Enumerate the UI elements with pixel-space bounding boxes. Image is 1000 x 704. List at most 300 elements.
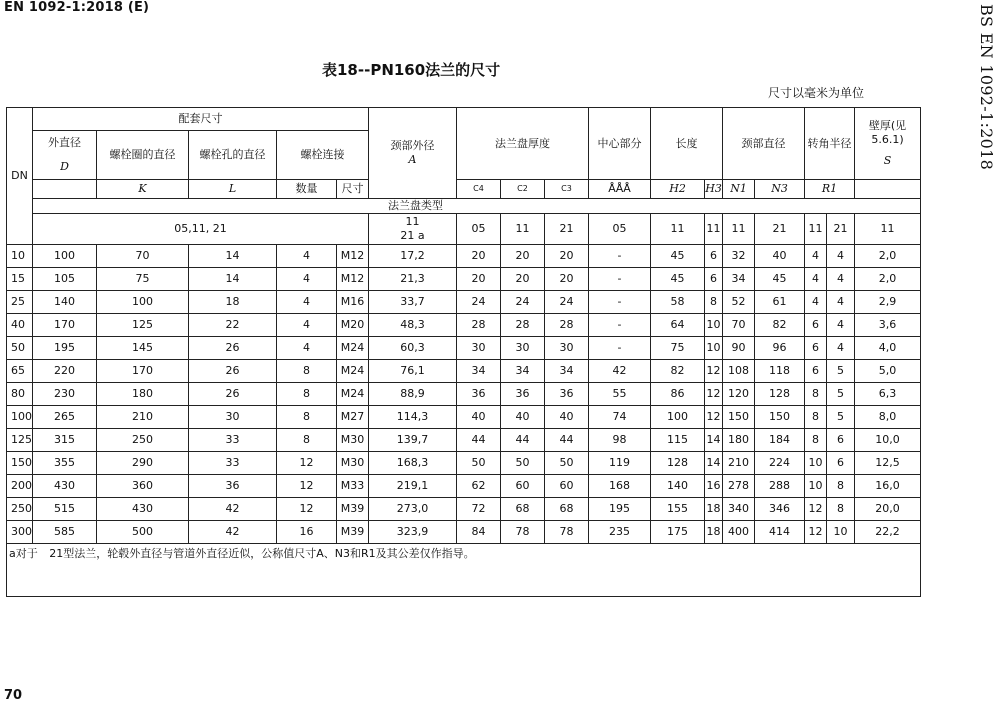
center-part-symbol: ÅÅÅ	[589, 180, 651, 199]
table-row	[7, 498, 921, 521]
table-cell: 36	[545, 383, 589, 406]
outer-diameter-sub	[33, 180, 97, 199]
table-cell: 26	[189, 360, 277, 383]
table-row	[7, 452, 921, 475]
table-cell: 224	[755, 452, 805, 475]
table-cell: 210	[97, 406, 189, 429]
outer-diameter-label: 外直径	[48, 136, 81, 150]
table-cell: 2,9	[855, 291, 921, 314]
table-cell: 168,3	[369, 452, 457, 475]
table-cell: 26	[189, 383, 277, 406]
table-cell: 74	[589, 406, 651, 429]
table-cell: 290	[97, 452, 189, 475]
table-cell: 12	[277, 475, 337, 498]
table-cell: 4	[805, 291, 827, 314]
table-cell: 12	[805, 521, 827, 544]
table-cell: 17,2	[369, 245, 457, 268]
table-cell: 98	[589, 429, 651, 452]
table-cell: 61	[755, 291, 805, 314]
table-cell: 10	[805, 452, 827, 475]
table-cell: 100	[7, 406, 33, 429]
table-cell: 4	[805, 245, 827, 268]
table-cell: M30	[337, 429, 369, 452]
table-cell: 78	[545, 521, 589, 544]
table-cell: 14	[705, 452, 723, 475]
col-neck-od	[369, 108, 457, 199]
table-cell: 278	[723, 475, 755, 498]
table-cell: 70	[97, 245, 189, 268]
table-cell: 20	[545, 245, 589, 268]
table-cell: 18	[705, 498, 723, 521]
table-cell: 4	[805, 268, 827, 291]
table-cell: 4	[827, 337, 855, 360]
standard-header: EN 1092-1:2018 (E)	[4, 0, 150, 15]
table-cell: -	[589, 268, 651, 291]
type-r1-a: 11	[805, 214, 827, 245]
table-cell: 184	[755, 429, 805, 452]
table-cell: 44	[501, 429, 545, 452]
col-flange-thickness: 法兰盘厚度	[457, 108, 589, 180]
table-cell: 8	[277, 406, 337, 429]
table-cell: 315	[33, 429, 97, 452]
type-neck-od	[369, 214, 457, 245]
bolt-quantity-header: 数量	[277, 180, 337, 199]
table-cell: 150	[755, 406, 805, 429]
table-cell: 24	[501, 291, 545, 314]
table-cell: 44	[457, 429, 501, 452]
table-cell: 28	[545, 314, 589, 337]
table-cell: 105	[33, 268, 97, 291]
table-cell: 230	[33, 383, 97, 406]
table-cell: 20	[457, 268, 501, 291]
table-cell: M27	[337, 406, 369, 429]
table-cell: M39	[337, 498, 369, 521]
table-cell: 4	[277, 245, 337, 268]
table-cell: 48,3	[369, 314, 457, 337]
table-cell: 15	[7, 268, 33, 291]
wall-thickness-symbol: S	[883, 154, 892, 168]
col-dn: DN	[7, 108, 33, 245]
type-n1: 11	[723, 214, 755, 245]
table-cell: 3,6	[855, 314, 921, 337]
table-cell: 8	[277, 429, 337, 452]
table-cell: 40	[457, 406, 501, 429]
table-cell: 346	[755, 498, 805, 521]
table-cell: 76,1	[369, 360, 457, 383]
table-cell: 100	[33, 245, 97, 268]
table-cell: 40	[7, 314, 33, 337]
table-cell: 45	[755, 268, 805, 291]
table-cell: 88,9	[369, 383, 457, 406]
table-cell: 6	[805, 337, 827, 360]
c4-header: C4	[457, 180, 501, 199]
table-cell: 26	[189, 337, 277, 360]
table-cell: -	[589, 291, 651, 314]
bolt-hole-symbol: L	[189, 180, 277, 199]
type-c3: 21	[545, 214, 589, 245]
table-cell: 140	[651, 475, 705, 498]
table-cell: 4	[827, 291, 855, 314]
table-cell: 4	[827, 314, 855, 337]
table-cell: 180	[97, 383, 189, 406]
table-cell: 36	[189, 475, 277, 498]
table-cell: 30	[457, 337, 501, 360]
table-cell: 18	[705, 521, 723, 544]
table-cell: 340	[723, 498, 755, 521]
table-cell: 250	[97, 429, 189, 452]
col-center-part: 中心部分	[589, 108, 651, 180]
table-cell: 300	[7, 521, 33, 544]
table-row	[7, 475, 921, 498]
table-cell: 8	[827, 498, 855, 521]
col-neck-diameter: 颈部直径	[723, 108, 805, 180]
type-h2: 11	[651, 214, 705, 245]
table-row	[7, 291, 921, 314]
col-corner-radius: 转角半径	[805, 108, 855, 180]
table-cell: 10	[805, 475, 827, 498]
table-cell: 50	[7, 337, 33, 360]
neck-od-symbol: A	[408, 153, 417, 166]
table-cell: 355	[33, 452, 97, 475]
table-row	[7, 337, 921, 360]
table-cell: 60	[501, 475, 545, 498]
table-row	[7, 245, 921, 268]
bolt-size-header: 尺寸	[337, 180, 369, 199]
table-cell: 265	[33, 406, 97, 429]
table-row	[7, 383, 921, 406]
table-cell: 16	[277, 521, 337, 544]
footnote-mark: a对于	[9, 547, 38, 560]
table-cell: -	[589, 245, 651, 268]
table-cell: 20,0	[855, 498, 921, 521]
table-cell: 28	[457, 314, 501, 337]
table-cell: 4	[277, 268, 337, 291]
table-cell: 4	[277, 314, 337, 337]
table-cell: 12	[805, 498, 827, 521]
table-cell: 10,0	[855, 429, 921, 452]
n3-header: N3	[755, 180, 805, 199]
table-cell: 16,0	[855, 475, 921, 498]
table-cell: 4	[827, 268, 855, 291]
table-cell: M39	[337, 521, 369, 544]
table-cell: 33	[189, 429, 277, 452]
table-cell: 5,0	[855, 360, 921, 383]
table-cell: 65	[7, 360, 33, 383]
table-cell: 70	[723, 314, 755, 337]
type-n3: 21	[755, 214, 805, 245]
table-cell: 200	[7, 475, 33, 498]
table-cell: 4,0	[855, 337, 921, 360]
table-cell: 90	[723, 337, 755, 360]
table-cell: 24	[457, 291, 501, 314]
table-cell: 360	[97, 475, 189, 498]
table-cell: 8	[805, 429, 827, 452]
table-cell: 60	[545, 475, 589, 498]
wall-thickness-label: 壁厚(见 5.6.1)	[868, 118, 907, 146]
table-cell: 323,9	[369, 521, 457, 544]
table-cell: 62	[457, 475, 501, 498]
type-neck-od-b: 21 a	[400, 229, 425, 242]
table-cell: M24	[337, 337, 369, 360]
table-cell: 6	[705, 245, 723, 268]
table-cell: 42	[189, 521, 277, 544]
table-cell: 40	[501, 406, 545, 429]
table-cell: 2,0	[855, 268, 921, 291]
table-cell: 30	[545, 337, 589, 360]
table-cell: 115	[651, 429, 705, 452]
type-neck-od-a: 11	[405, 215, 420, 229]
table-cell: M12	[337, 268, 369, 291]
outer-diameter-symbol: D	[60, 160, 69, 173]
table-cell: 125	[97, 314, 189, 337]
table-cell: M33	[337, 475, 369, 498]
col-bolt-circle: 螺栓圈的直径	[97, 131, 189, 180]
table-cell: 175	[651, 521, 705, 544]
table-cell: 60,3	[369, 337, 457, 360]
table-cell: 20	[501, 245, 545, 268]
table-cell: 82	[651, 360, 705, 383]
table-cell: 273,0	[369, 498, 457, 521]
table-cell: 45	[651, 245, 705, 268]
table-cell: 6,3	[855, 383, 921, 406]
flange-type-label: 法兰盘类型	[388, 199, 444, 213]
table-cell: 6	[805, 360, 827, 383]
table-cell: 55	[589, 383, 651, 406]
table-row	[7, 268, 921, 291]
table-cell: 12	[705, 383, 723, 406]
table-cell: 430	[97, 498, 189, 521]
table-cell: 25	[7, 291, 33, 314]
table-cell: 155	[651, 498, 705, 521]
table-cell: 12	[277, 452, 337, 475]
table-cell: 8	[277, 360, 337, 383]
footnote-text: 21型法兰，轮毂外直径与管道外直径近似，公称值尺寸A、N3和R1及其公差仅作指导。	[49, 547, 475, 560]
table-cell: 8	[805, 383, 827, 406]
table-cell: 170	[33, 314, 97, 337]
table-cell: 14	[189, 268, 277, 291]
table-cell: 40	[755, 245, 805, 268]
table-cell: 34	[457, 360, 501, 383]
table-cell: 400	[723, 521, 755, 544]
table-cell: 21,3	[369, 268, 457, 291]
table-cell: 6	[827, 452, 855, 475]
table-cell: 68	[501, 498, 545, 521]
bolt-circle-symbol: K	[97, 180, 189, 199]
table-cell: 120	[723, 383, 755, 406]
h2-header: H2	[651, 180, 705, 199]
table-cell: 6	[705, 268, 723, 291]
table-cell: 80	[7, 383, 33, 406]
table-cell: 14	[189, 245, 277, 268]
n1-header: N1	[723, 180, 755, 199]
h3-header: H3	[705, 180, 723, 199]
table-cell: 22,2	[855, 521, 921, 544]
table-cell: 20	[457, 245, 501, 268]
table-cell: 10	[705, 337, 723, 360]
table-cell: 125	[7, 429, 33, 452]
table-cell: 50	[545, 452, 589, 475]
footnote	[7, 544, 921, 597]
col-wall-thickness	[855, 108, 921, 180]
table-cell: M24	[337, 383, 369, 406]
table-cell: 36	[501, 383, 545, 406]
table-cell: 4	[827, 245, 855, 268]
table-cell: 30	[189, 406, 277, 429]
table-cell: 139,7	[369, 429, 457, 452]
side-standard-label: BS EN 1092-1:2018	[977, 4, 996, 171]
col-outer-diameter	[33, 131, 97, 180]
table-cell: 150	[723, 406, 755, 429]
table-cell: 210	[723, 452, 755, 475]
neck-od-label: 颈部外径	[390, 139, 435, 153]
c2-header: C2	[501, 180, 545, 199]
type-c4: 05	[457, 214, 501, 245]
table-cell: 22	[189, 314, 277, 337]
table-cell: M16	[337, 291, 369, 314]
table-row	[7, 521, 921, 544]
c3-header: C3	[545, 180, 589, 199]
table-cell: 515	[33, 498, 97, 521]
col-bolt-hole: 螺栓孔的直径	[189, 131, 277, 180]
table-cell: 119	[589, 452, 651, 475]
table-cell: 33	[189, 452, 277, 475]
table-cell: 414	[755, 521, 805, 544]
table-row	[7, 429, 921, 452]
table-row	[7, 406, 921, 429]
table-body	[7, 245, 921, 544]
table-cell: 8	[805, 406, 827, 429]
table-cell: 6	[827, 429, 855, 452]
table-cell: 100	[651, 406, 705, 429]
wall-sub	[855, 180, 921, 199]
table-row	[7, 360, 921, 383]
table-cell: 150	[7, 452, 33, 475]
col-mating-dimensions: 配套尺寸	[33, 108, 369, 131]
table-cell: 170	[97, 360, 189, 383]
table-cell: 84	[457, 521, 501, 544]
type-h3: 11	[705, 214, 723, 245]
table-title: 表18--PN160法兰的尺寸	[322, 61, 501, 79]
table-cell: 180	[723, 429, 755, 452]
type-mating: 05,11, 21	[33, 214, 369, 245]
type-s: 11	[855, 214, 921, 245]
table-cell: 32	[723, 245, 755, 268]
table-cell: 195	[589, 498, 651, 521]
table-cell: 34	[501, 360, 545, 383]
table-cell: 34	[545, 360, 589, 383]
type-center: 05	[589, 214, 651, 245]
table-cell: 20	[501, 268, 545, 291]
table-cell: 5	[827, 383, 855, 406]
units-note: 尺寸以毫米为单位	[768, 86, 865, 100]
table-cell: 10	[827, 521, 855, 544]
type-r1-b: 21	[827, 214, 855, 245]
flange-type-header	[33, 199, 921, 214]
flange-dimension-table	[6, 107, 921, 597]
table-cell: 114,3	[369, 406, 457, 429]
table-cell: 12	[277, 498, 337, 521]
table-cell: 24	[545, 291, 589, 314]
table-cell: 5	[827, 360, 855, 383]
table-cell: 10	[705, 314, 723, 337]
table-cell: 45	[651, 268, 705, 291]
col-bolting: 螺栓连接	[277, 131, 369, 180]
table-cell: 86	[651, 383, 705, 406]
table-cell: 42	[589, 360, 651, 383]
table-cell: 75	[97, 268, 189, 291]
table-cell: 8	[277, 383, 337, 406]
table-cell: -	[589, 314, 651, 337]
table-cell: 500	[97, 521, 189, 544]
table-cell: 42	[189, 498, 277, 521]
table-cell: 100	[97, 291, 189, 314]
table-cell: 4	[277, 337, 337, 360]
table-cell: 108	[723, 360, 755, 383]
table-cell: 72	[457, 498, 501, 521]
table-cell: 140	[33, 291, 97, 314]
table-cell: 75	[651, 337, 705, 360]
table-cell: 36	[457, 383, 501, 406]
table-cell: 168	[589, 475, 651, 498]
table-cell: 430	[33, 475, 97, 498]
page-number: 70	[4, 688, 23, 703]
table-cell: 20	[545, 268, 589, 291]
table-cell: 6	[805, 314, 827, 337]
type-c2: 11	[501, 214, 545, 245]
table-cell: 58	[651, 291, 705, 314]
table-cell: 8	[705, 291, 723, 314]
table-cell: 145	[97, 337, 189, 360]
table-cell: 8,0	[855, 406, 921, 429]
table-cell: 195	[33, 337, 97, 360]
table-cell: 235	[589, 521, 651, 544]
col-length: 长度	[651, 108, 723, 180]
table-cell: 50	[457, 452, 501, 475]
table-cell: 250	[7, 498, 33, 521]
table-cell: 82	[755, 314, 805, 337]
table-cell: 30	[501, 337, 545, 360]
table-cell: 220	[33, 360, 97, 383]
table-cell: 8	[827, 475, 855, 498]
table-cell: 14	[705, 429, 723, 452]
table-cell: -	[589, 337, 651, 360]
table-cell: 28	[501, 314, 545, 337]
table-cell: M30	[337, 452, 369, 475]
table-cell: 128	[651, 452, 705, 475]
table-cell: 50	[501, 452, 545, 475]
table-cell: 4	[277, 291, 337, 314]
table-cell: 12,5	[855, 452, 921, 475]
table-cell: 52	[723, 291, 755, 314]
table-cell: 585	[33, 521, 97, 544]
table-cell: M24	[337, 360, 369, 383]
table-cell: 2,0	[855, 245, 921, 268]
table-cell: 128	[755, 383, 805, 406]
table-cell: 44	[545, 429, 589, 452]
table-cell: 64	[651, 314, 705, 337]
table-cell: 10	[7, 245, 33, 268]
r1-header: R1	[805, 180, 855, 199]
table-cell: 16	[705, 475, 723, 498]
table-cell: 12	[705, 406, 723, 429]
table-cell: 12	[705, 360, 723, 383]
table-cell: 118	[755, 360, 805, 383]
table-cell: M12	[337, 245, 369, 268]
table-cell: 5	[827, 406, 855, 429]
table-cell: 78	[501, 521, 545, 544]
table-row	[7, 314, 921, 337]
table-cell: 219,1	[369, 475, 457, 498]
